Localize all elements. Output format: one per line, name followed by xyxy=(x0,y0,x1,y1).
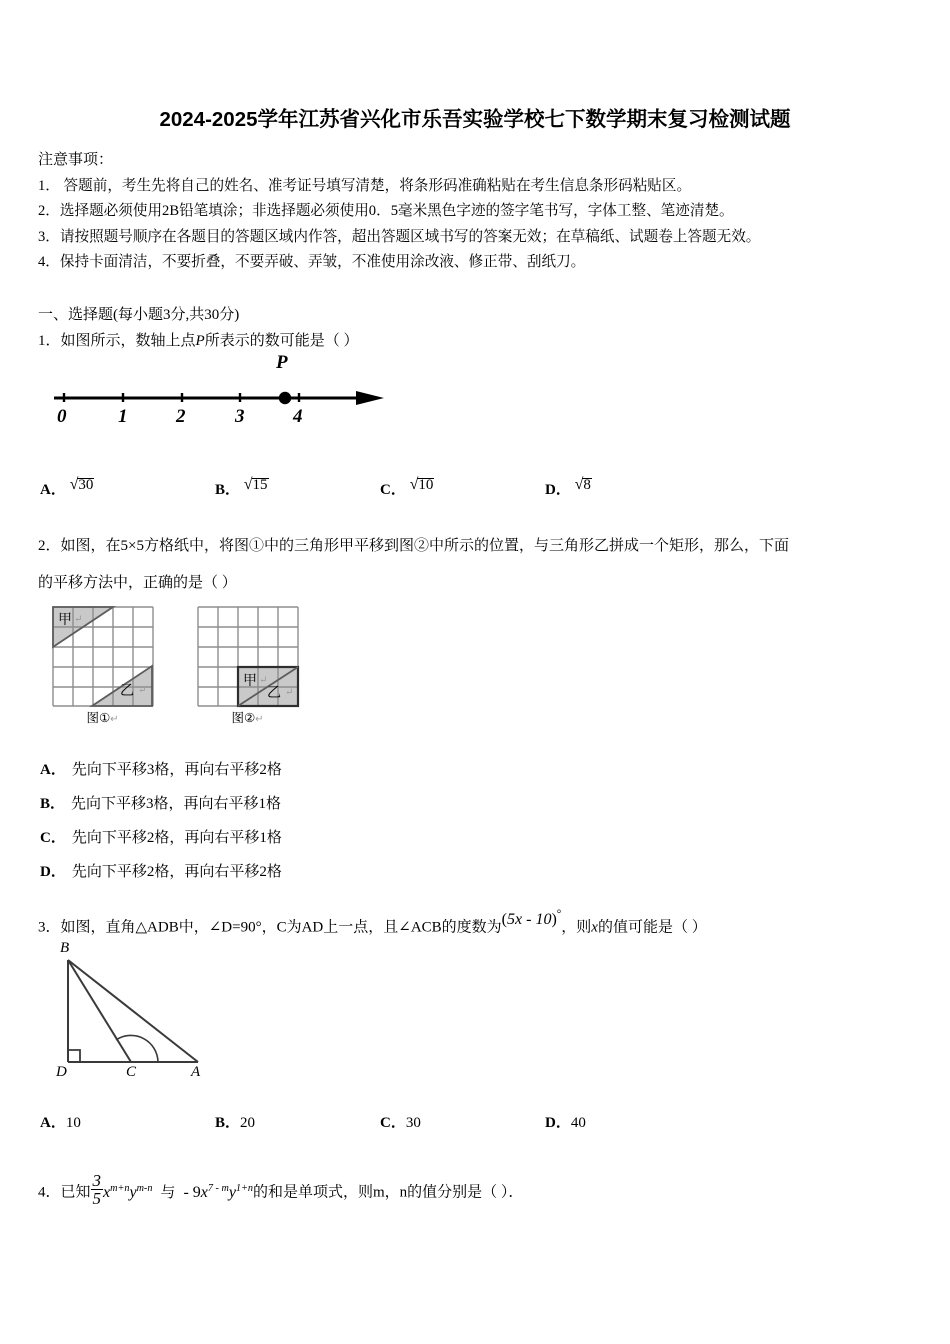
triangle-vertex-B: B xyxy=(60,940,70,956)
option-2-B-label: B． xyxy=(40,796,66,812)
question-3-formula-const: 10 xyxy=(535,911,552,929)
question-4-expr2-y: y xyxy=(228,1183,236,1201)
question-3-formula xyxy=(502,911,562,928)
question-4-expr2-x-exponent: 7 - m xyxy=(207,1182,229,1194)
page-title: 2024-2025学年江苏省兴化市乐吾实验学校七下数学期末复习检测试题 xyxy=(159,108,791,131)
figure-grid-pair xyxy=(50,604,350,734)
question-4-fraction xyxy=(91,1172,104,1208)
number-line-point-label: P xyxy=(276,352,288,373)
notice-item-2: 2．选择题必须使用2B铅笔填涂；非选择题必须使用0．5毫米黑色字迹的签字笔书写，字体工整、笔迹清楚。 xyxy=(38,203,734,219)
question-1-stem-after: 所表示的数可能是（ ） xyxy=(204,333,359,349)
question-4-frac-numerator: 3 xyxy=(92,1171,102,1190)
option-1-C-value: √10 xyxy=(409,476,434,493)
option-3-A-label: A． xyxy=(40,1115,66,1131)
section-heading-choice: 一、选择题(每小题3分,共30分) xyxy=(38,307,240,323)
question-2-options xyxy=(40,753,920,889)
triangle-vertex-A: A xyxy=(191,1064,201,1080)
option-3-B[interactable] xyxy=(215,1111,255,1132)
option-2-D-label: D． xyxy=(40,864,66,880)
option-2-C-text: 先向下平移2格，再向右平移1格 xyxy=(71,830,282,846)
option-1-A-label: A． xyxy=(40,482,66,498)
question-4-expression-1 xyxy=(91,1171,153,1209)
notice-heading: 注意事项： xyxy=(38,152,114,168)
option-1-D-radicand: 8 xyxy=(583,477,591,493)
option-3-D[interactable] xyxy=(545,1111,586,1132)
question-2-number: 2． xyxy=(38,538,61,554)
figure-right-triangle xyxy=(46,940,211,1090)
question-4-stem-before: 已知 xyxy=(60,1184,91,1201)
question-2-stem-line2: 的平移方法中，正确的是（ ） xyxy=(38,575,237,591)
grid-2-pilcrow-2: ↵ xyxy=(285,687,294,698)
option-1-D-label: D． xyxy=(545,482,571,498)
notice-item-4: 4．保持卡面清洁，不要折叠，不要弄破、弄皱，不准使用涂改液、修正带、刮纸刀。 xyxy=(38,254,586,270)
triangle-vertex-D: D xyxy=(56,1064,67,1080)
option-2-C[interactable] xyxy=(40,821,920,855)
question-3-stem-middle: ，则 xyxy=(561,919,592,936)
option-2-A[interactable] xyxy=(40,753,920,787)
option-3-C-label: C． xyxy=(380,1115,406,1131)
question-2-text-line2 xyxy=(38,568,928,598)
option-1-C[interactable] xyxy=(380,476,434,499)
option-3-D-label: D． xyxy=(545,1115,571,1131)
option-1-C-label: C． xyxy=(380,482,406,498)
grid-2-caption-text: 图② xyxy=(231,711,256,725)
question-3-formula-coef: 5 xyxy=(507,911,515,929)
question-4-expr2-y-exponent: 1+n xyxy=(235,1182,253,1194)
triangle-vertex-C: C xyxy=(126,1064,137,1080)
question-3-formula-open: ( xyxy=(501,911,507,929)
option-1-A-value: √30 xyxy=(69,476,94,493)
number-line-tick-2: 2 xyxy=(176,406,186,427)
question-4-expression-2 xyxy=(183,1182,253,1201)
question-1-variable: P xyxy=(195,333,205,349)
question-3-formula-op: - xyxy=(522,911,536,929)
number-line-tick-0: 0 xyxy=(57,406,67,427)
number-line-tick-1: 1 xyxy=(118,406,128,427)
option-1-A[interactable] xyxy=(40,476,94,499)
question-3-formula-var: x xyxy=(515,911,523,929)
question-4-expr2-coef: - 9 xyxy=(183,1183,201,1201)
question-2-text xyxy=(38,531,928,561)
option-1-B-label: B． xyxy=(215,482,241,498)
option-3-B-text: 20 xyxy=(240,1115,256,1131)
grid-2-caption xyxy=(195,708,300,726)
option-2-D-text: 先向下平移2格，再向右平移2格 xyxy=(71,864,282,880)
option-3-C[interactable] xyxy=(380,1111,421,1132)
question-4-frac-denominator: 5 xyxy=(92,1189,102,1209)
option-1-B-radicand: 15 xyxy=(252,477,268,493)
option-1-D[interactable] xyxy=(545,476,592,499)
option-2-A-text: 先向下平移3格，再向右平移2格 xyxy=(71,762,282,778)
number-line-svg xyxy=(40,352,440,437)
question-4-expr1-x: x xyxy=(103,1183,111,1201)
option-2-C-label: C． xyxy=(40,830,66,846)
option-1-C-radicand: 10 xyxy=(418,477,434,493)
grid-1-pilcrow-1: ↵ xyxy=(74,614,83,625)
question-3-stem-before: 如图，直角△ADB中，∠D=90°，C为AD上一点，且∠ACB的度数为 xyxy=(60,919,502,936)
question-3-text xyxy=(38,900,928,942)
grid-1-caption xyxy=(50,708,155,726)
grid-2-label-yi: 乙 xyxy=(267,685,281,701)
option-1-B-value: √15 xyxy=(243,476,268,493)
grid-2-label-jia: 甲 xyxy=(243,673,257,689)
option-1-B[interactable] xyxy=(215,476,269,499)
question-3-options xyxy=(40,1111,920,1137)
option-2-D[interactable] xyxy=(40,855,920,889)
question-3-variable: x xyxy=(591,919,598,936)
option-2-B[interactable] xyxy=(40,787,920,821)
question-1-stem-before: 如图所示，数轴上点 xyxy=(60,333,196,349)
question-1-number: 1． xyxy=(38,333,61,349)
option-3-A[interactable] xyxy=(40,1111,81,1132)
question-3-number: 3． xyxy=(38,919,61,936)
grid-1-caption-text: 图① xyxy=(86,711,111,725)
grid-1-label-yi: 乙 xyxy=(120,683,134,699)
number-line-tick-3: 3 xyxy=(235,406,245,427)
question-4-expr1-y: y xyxy=(129,1183,137,1201)
grid-figure-2 xyxy=(195,604,300,725)
notice-item-3: 3．请按照题号顺序在各题目的答题区域内作答，超出答题区域书写的答案无效；在草稿纸、试题卷上答题无效。 xyxy=(38,228,761,245)
question-4-number: 4． xyxy=(38,1184,61,1201)
option-3-C-text: 30 xyxy=(405,1115,421,1131)
question-2-stem-line1: 如图，在5×5方格纸中，将图①中的三角形甲平移到图②中所示的位置，与三角形乙拼成一个矩形，那么，下面 xyxy=(60,538,789,554)
grid-1-caption-pilcrow: ↵ xyxy=(110,714,119,725)
question-4-expr2-x: x xyxy=(200,1183,208,1201)
option-2-A-label: A． xyxy=(40,762,66,778)
option-3-B-label: B． xyxy=(215,1115,241,1131)
question-3-formula-close: ) xyxy=(551,911,557,929)
option-2-B-text: 先向下平移3格，再向右平移1格 xyxy=(71,796,282,812)
grid-2-pilcrow-1: ↵ xyxy=(259,675,268,686)
grid-1-label-jia: 甲 xyxy=(58,612,72,628)
question-4-expr1-y-exponent: m-n xyxy=(136,1182,153,1194)
number-line-tick-4: 4 xyxy=(293,406,303,427)
notice-block xyxy=(38,148,918,276)
triangle-svg xyxy=(46,940,211,1090)
question-1-options xyxy=(40,476,920,504)
grid-2-caption-pilcrow: ↵ xyxy=(255,714,264,725)
option-1-A-radicand: 30 xyxy=(78,477,94,493)
option-3-D-text: 40 xyxy=(570,1115,586,1131)
grid-figure-1 xyxy=(50,604,155,725)
question-4-join: 与 xyxy=(160,1184,176,1201)
question-4-text xyxy=(38,1172,928,1208)
grid-1-pilcrow-2: ↵ xyxy=(138,685,147,696)
question-3-stem-after: 的值可能是（ ） xyxy=(597,919,707,936)
option-3-A-text: 10 xyxy=(65,1115,81,1131)
option-1-D-value: √8 xyxy=(574,476,591,493)
question-3-formula-degree: ° xyxy=(556,909,562,921)
question-4-expr1-x-exponent: m+n xyxy=(110,1182,130,1194)
question-4-stem-after: 的和是单项式，则m，n的值分别是（ ）． xyxy=(252,1184,524,1201)
notice-item-1: 1． 答题前，考生先将自己的姓名、准考证号填写清楚，将条形码准确粘贴在考生信息条形码粘贴区。 xyxy=(38,177,692,194)
figure-number-line xyxy=(40,352,440,437)
